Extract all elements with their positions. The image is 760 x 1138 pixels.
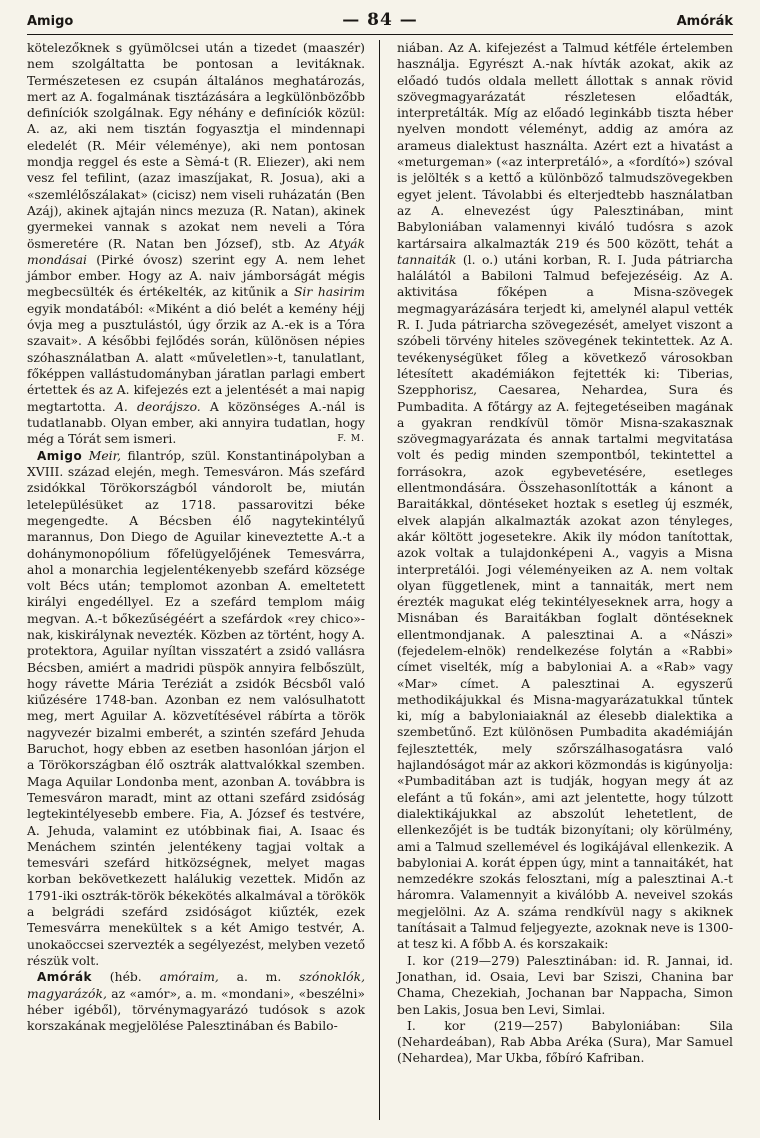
page-number: — 84 —	[342, 10, 418, 30]
header-left-term: Amigo	[27, 14, 74, 29]
paragraph-am-haarec-continued: kötelezőknek s gyümölcsei után a tizedet (maaszér) nem szolgáltatta be pontosan a levitáknak. Természetesen ez csupán általános meghatározás, mert az A. fogalmának tisztázására a legkülönbözőbb definíciók szolgálnak. Egy néhány e definíciók közül: A. az, aki nem tisztán fogyasztja el mindennapi eledelét (R. Méir véleménye), aki nem pontosan mondja reggel és este a Sèmá-t (R. Eliezer), aki nem vesz fel tefilint, (azaz imaszíjakat, R. Josua), aki a «szemlélőszálakat» (cicisz) nem viseli ruházatán (Ben Azáj), akinek ajtaján nincs mezuza (R. Natan), akinek gyermekei vannak s azokat nem neveli a Tóra ösmeretére (R. Natan ben József), stb. Az Atyák mondásai (Pirké óvosz) szerint egy A. nem lehet jámbor ember. Hogy az A. naiv jámborságát mégis megbecsülték és értékelték, az kitűnik a Sir hasirim egyik mondatából: «Miként a dió belét a kemény héjj óvja meg a pusztulástól, úgy őrzik az A.-ek is a Tóra szavait». A későbbi fejlődés során, különösen népies szóhasználatban A. alatt «műveletlen»-t, tanulatlant, főképpen vallástudományban járatlan parlagi embert értettek és az A. kifejezés ezt a jelentését a mai napig megtartotta. A. deorájszo. A közönséges A.-nál is tudatlanabb. Olyan ember, aki annyira tudatlan, hogy még a Tórát sem ismeri.	[27, 41, 366, 447]
list-item: I. kor (219—257) Babyloniában: Sila (Nehardeában), Rab Abba Aréka (Sura), Mar Samuel (Nehardea), Mar Ukba, főbíró Kafriban.	[397, 1018, 733, 1066]
running-header	[27, 10, 733, 34]
text-columns	[27, 40, 733, 1130]
list-item: I. kor (219—279) Palesztinában: id. R. Jannai, id. Jonathan, id. Osaia, Levi bar Sziszi, Chanina bar Chama, Chezekiah, Jochanan bar Nappacha, Simon ben Lakis, Josua ben Levi, Simlai.	[397, 953, 733, 1017]
header-right-term: Amórák	[676, 14, 733, 29]
entry-amorak: Amórák (héb. amóraim, a. m. szónoklók, magyarázók, az «amór», a. m. «mondani», «beszélni» héber igéből), törvénymagyarázó tudósok s azok korszakának megjelölése Palesztinában és Babilo-	[27, 970, 365, 1034]
column-divider	[379, 40, 380, 1120]
entry-amorak-continued: niában. Az A. kifejezést a Talmud kétféle értelemben használja. Egyrészt A.-nak hívták azokat, akik az előadó tudós oldala mellett állottak s annak rövid szövegmagyarázatát részletesen előadták, interpretálták. Míg az előadó leginkább tiszta héber nyelven mondott véleményt, addig az amóra az arameus dialektust használta. Azért ezt a hivatást a «meturgeman» («az interpretáló», a «fordító») szóval is jelölték s a kettő a különböző talmudszövegekben egyet jelent. Távolabbi és elterjedtebb használatban az A. elnevezést úgy Palesztinában, mint Babyloniában valamennyi kiváló tudósra s azok kartársaira alkalmazták 219 és 500 között, tehát a tannaiták (l. o.) utáni korban, R. I. Juda pátriarcha halálától a Babiloni Talmud befejezéséig. Az A. aktivitása főképen a Misna-szövegek megmagyarázására terjedt ki, amelynél alapul vették R. I. Juda pátriarcha szövegezését, amelyet viszont a szóbeli törvény hiteles szövegének tekintettek. Az A. tevékenységüket főleg a következő városokban létesített akadémiákon fejtették ki: Tiberias, Szepphorisz, Caesarea, Nehardea, Sura és Pumbadita. A főtárgy az A. fejtegetéseiben magának a gyakran rendkívül tömör Misna-szakasznak szövegmagyarázata és annak tartalmi megvitatása volt és pedig minden szempontból, tekintettel a forrásokra, azok egybevetésére, esetleges ellentmondására. Összehasonlították a kánont a Baraitákkal, döntéseket hoztak s esetleg új eszmék, elvek alapján alkalmazták azokat azon tényleges, akár költött jogesetekre. Akik ily módon tanítottak, azok voltak a tulajdonképeni A., vagyis a Misna interpretálói. Jogi véleményeiken az A. nem voltak olyan függetlenek, mint a tannaiták, mert nem érezték magukat elég tekintélyeseknek arra, hogy a Misnában és Baraitákban foglalt döntéseknek ellentmondjanak. A palesztinai A. a «Nászi» (fejedelem-elnök) rendelkezése folytán a «Rabbi» címet viselték, míg a babyloniai A. a «Rab» vagy «Mar» címet. A palesztinai A. egyszerű methodikájukkal és Misna-magyarázatukkal tűntek ki, míg a babyloniaiaknál az élesebb dialektika a szembetűnő. Ezt különösen Pumbadita akadémiáján fejlesztették, mely szőrszálhasogatásra való hajlandóságot már az akkori közmondás is kigúnyolja: «Pumbaditában azt is tudják, hogyan megy át az elefánt a tű fokán», ami azt jelentette, hogy túlzott dialektikájukkal az abszolút lehetetlent, de ellenkezőjét is be tudták bizonyítani; oly körülmény, ami a Talmud szellemével és logikájával ellenkezik. A babyloniai A. korát éppen úgy, mint a tannaitákét, hat nemzedékre szokás felosztani, míg a palesztinai A.-t háromra. Valamennyit a kiválóbb A. neveivel szokás megjelölni. Az A. száma rendkívül nagy s akiknek tanításait a Talmud feljegyezte, azoknak neve is 1300-at tesz ki. A főbb A. és korszakaik:	[397, 41, 733, 952]
entry-amigo: Amigo Meir, filantróp, szül. Konstantinápolyban a XVIII. század elején, megh. Temesváron. Más szefárd zsidókkal Törökországból vándorolt be, miután letelepülésüket az 1718. passarovitzi béke megengedte. A Bécsben élő nagytekintélyű marannus, Don Diego de Aguilar kineveztette A.-t a dohánymonopólium főfelügyelőjének Temesvárra, ahol a monarchia legjelentékenyebb szefárd községe volt Bécs után; templomot azonban A. emeltetett királyi engedéllyel. Ez a szefárd templom máig megvan. A.-t bőkezűségéért a szefárdok «rey chico»-nak, kiskirálynak nevezték. Közben az történt, hogy A. protektora, Aguilar nyíltan visszatért a zsidó vallásra Bécsben, amiért a madridi püspök annyira felbőszült, hogy rávette Mária Teréziát a zsidók Bécsből való kiűzésére 1748-ban. Azonban ez nem valósulhatott meg, mert Aguilar A. közvetítésével rábírta a török nagyvezér bizalmi emberét, a szintén szefárd Jehuda Baruchot, hogy ebben az esetben hasonlóan járjon el a Törökországban élő osztrák alattvalókkal szemben. Maga Aquilar Londonba ment, azonban A. továbbra is Temesváron maradt, mint az ottani szefárd zsidóság legtekintélyesebb embere. Fia, A. József és testvére, A. Jehuda, valamint ez utóbbinak fiai, A. Isaac és Menáchem szintén jelentékeny tagjai voltak a temesvári szefárd hitközségnek, melyet magas korban bekövetkezett halálukig vezettek. Midőn az 1791-iki osztrák-török békekötés alkalmával a törökök a belgrádi szefárd zsidóságot kiűzték, ezek Temesvárra menekültek s a két Amigo testvér, A. unokaöccsei szervezték a segélyezést, melyben vezető részük volt.	[27, 448, 365, 968]
entry-headword-amorak: Amórák	[37, 970, 93, 985]
amorak-period-list	[397, 953, 733, 1067]
header-rule	[27, 34, 733, 35]
author-signature: F. M.	[337, 434, 365, 445]
left-column	[27, 40, 365, 1034]
right-column	[397, 40, 733, 1067]
entry-headword-amigo: Amigo	[37, 448, 83, 463]
